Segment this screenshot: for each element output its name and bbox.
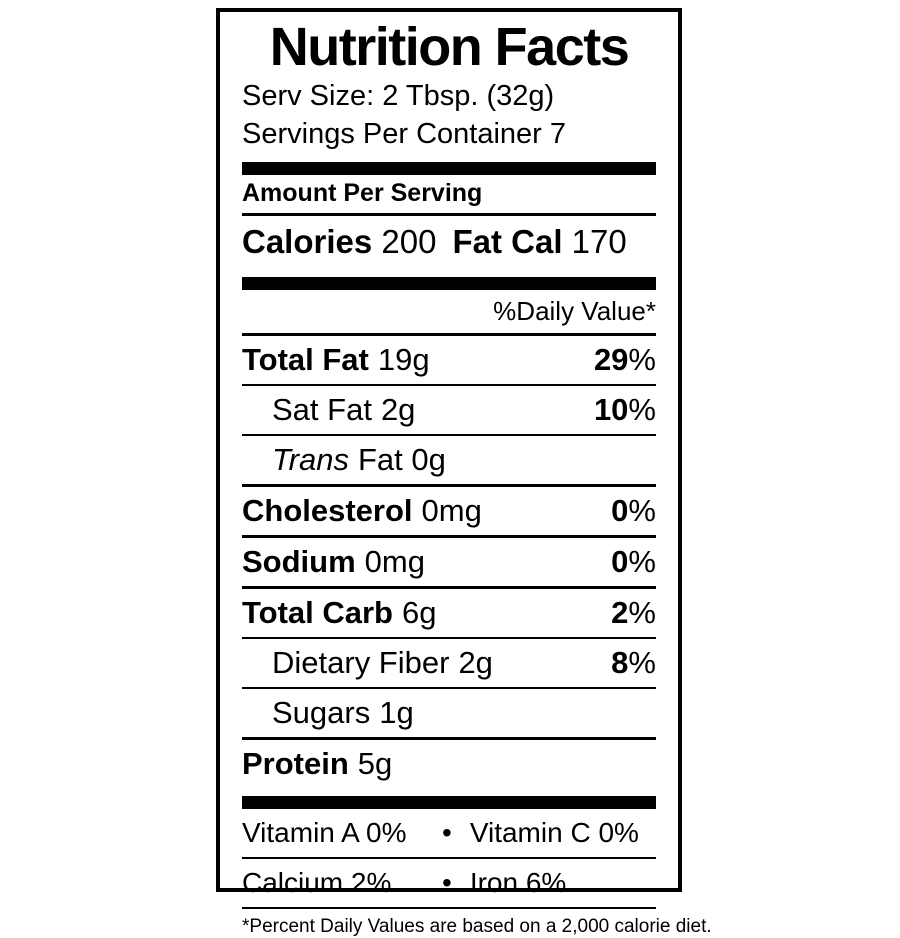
nutrient-row-total-fat xyxy=(242,336,656,384)
vitamin-row-1 xyxy=(242,809,656,857)
nutrient-row-total-carb xyxy=(242,589,656,637)
nutrient-name: Sodium xyxy=(242,543,356,579)
nutrient-amount: 19g xyxy=(377,341,430,377)
servings-per-container-text: Servings Per Container 7 xyxy=(242,118,566,151)
bullet-separator: • xyxy=(442,866,452,898)
fat-calories-value: 170 xyxy=(571,222,627,260)
calories-label: Calories xyxy=(242,222,373,260)
nutrient-row-dietary-fiber xyxy=(242,639,656,687)
nutrient-amount: 0mg xyxy=(421,492,482,528)
footnote-text: *Percent Daily Values are based on a 2,000 calorie diet. xyxy=(242,915,712,937)
nutrient-name: Cholesterol xyxy=(242,492,413,528)
nutrient-percent: 8% xyxy=(611,644,656,680)
nutrient-name: Dietary Fiber xyxy=(272,644,450,680)
nutrient-row-trans-fat xyxy=(242,436,656,484)
nutrient-name: Protein xyxy=(242,745,349,781)
nutrient-row-sat-fat xyxy=(242,386,656,434)
nutrient-row-sodium xyxy=(242,538,656,586)
nutrient-row-protein xyxy=(242,740,656,788)
nutrient-name: Sat Fat xyxy=(272,391,372,427)
divider-thick-vitamins xyxy=(242,796,656,809)
nutrient-amount: 5g xyxy=(357,745,393,781)
vitamin-row-2 xyxy=(242,859,656,907)
nutrient-percent: 2% xyxy=(611,594,656,630)
vitamin-a-value: Vitamin A 0% xyxy=(242,816,407,848)
bullet-separator: • xyxy=(442,816,452,848)
iron-value: Iron 6% xyxy=(469,866,567,898)
nutrition-facts-panel xyxy=(216,8,712,937)
nutrient-amount: 0mg xyxy=(364,543,425,579)
calories-row xyxy=(242,216,656,269)
nutrient-row-sugars xyxy=(242,689,656,737)
divider-thick-calories xyxy=(242,277,656,290)
nutrient-amount: Fat 0g xyxy=(357,441,446,477)
calcium-value: Calcium 2% xyxy=(242,866,392,898)
daily-value-header: %Daily Value* xyxy=(493,295,656,326)
nutrient-amount: 6g xyxy=(402,594,437,630)
fat-calories-label: Fat Cal xyxy=(452,222,563,260)
nutrient-name: Trans xyxy=(272,441,349,477)
nutrient-row-cholesterol xyxy=(242,487,656,535)
divider-thick-top xyxy=(242,162,656,175)
nutrient-name: Sugars xyxy=(272,694,371,730)
nutrient-percent: 10% xyxy=(593,391,656,427)
nutrient-percent: 0% xyxy=(611,543,656,579)
nutrient-name: Total Carb xyxy=(242,594,393,630)
nutrient-amount: 2g xyxy=(458,644,493,680)
calories-value: 200 xyxy=(381,222,437,260)
page-title: Nutrition Facts xyxy=(269,17,629,77)
vitamin-c-value: Vitamin C 0% xyxy=(469,816,639,848)
nutrient-amount: 1g xyxy=(379,694,414,730)
nutrient-name: Total Fat xyxy=(242,341,369,377)
nutrient-percent: 0% xyxy=(611,492,656,528)
amount-per-serving-label: Amount Per Serving xyxy=(242,178,483,207)
nutrient-amount: 2g xyxy=(380,391,416,427)
nutrient-percent: 29% xyxy=(593,341,656,377)
serving-size-text: Serv Size: 2 Tbsp. (32g) xyxy=(242,80,555,113)
